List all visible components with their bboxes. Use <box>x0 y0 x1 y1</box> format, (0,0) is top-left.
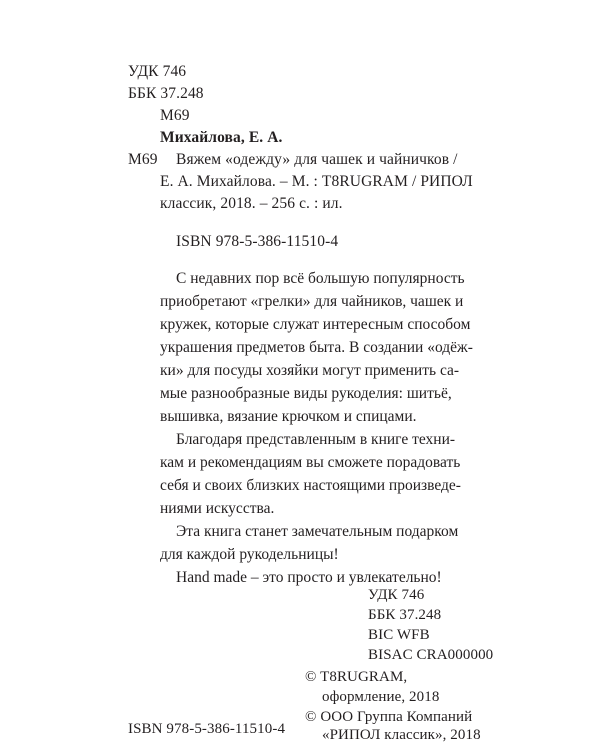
udk-bottom: УДК 746 <box>368 587 425 603</box>
text-line: ниями искусства. <box>160 500 275 517</box>
author-mark: М69 <box>128 151 158 168</box>
isbn-main: ISBN 978-5-386-11510-4 <box>176 233 339 250</box>
text-line: украшения предметов быта. В создании «одёж- <box>160 339 473 356</box>
text-line: кам и рекомендациям вы сможете порадовать <box>160 454 461 471</box>
udk-top: УДК 746 <box>128 63 187 80</box>
text-line: кружек, которые служат интересным способом <box>160 316 471 333</box>
text-line: для каждой рукодельницы! <box>160 546 339 563</box>
annotation-paragraph-2 <box>160 428 461 520</box>
bib-line-1: Вяжем «одежду» для чашек и чайничков / <box>176 151 458 168</box>
text-line: приобретают «грелки» для чайников, чашек и <box>160 293 464 310</box>
text-line: ки» для посуды хозяйки могут применить са- <box>160 362 460 379</box>
text-line: вышивка, вязание крючком и спицами. <box>160 408 417 425</box>
copyright-2-line-1: © ООО Группа Компаний <box>305 709 473 725</box>
bbk-top: ББК 37.248 <box>128 85 204 102</box>
bbk-bottom: ББК 37.248 <box>368 607 442 623</box>
isbn-footer: ISBN 978-5-386-11510-4 <box>128 721 286 737</box>
bib-line-2: Е. А. Михайлова. – М. : T8RUGRAM / РИПОЛ <box>160 173 473 190</box>
text-line: Благодаря представленным в книге техни- <box>176 431 456 448</box>
author-mark-top: М69 <box>160 107 190 124</box>
text-line: мые разнообразные виды рукоделия: шитьё, <box>160 385 452 402</box>
copyright-1-line-2: оформление, 2018 <box>322 689 440 705</box>
text-line: себя и своих близких настоящими произведе- <box>160 477 461 494</box>
bic-code: BIC WFB <box>368 627 430 643</box>
copyright-2-line-2: «РИПОЛ классик», 2018 <box>322 727 481 743</box>
annotation-paragraph-1 <box>160 267 473 428</box>
bisac-code: BISAC CRA000000 <box>368 647 494 663</box>
annotation-paragraph-4 <box>160 566 442 589</box>
text-line: С недавних пор всё большую популярность <box>176 270 465 287</box>
text-line: Эта книга станет замечательным подарком <box>176 523 459 540</box>
text-line: Hand made – это просто и увлекательно! <box>176 569 442 586</box>
author-name: Михайлова, Е. А. <box>160 129 283 146</box>
annotation-paragraph-3 <box>160 520 458 566</box>
copyright-1-line-1: © T8RUGRAM, <box>305 669 408 685</box>
bib-line-3: классик, 2018. – 256 с. : ил. <box>160 195 343 212</box>
